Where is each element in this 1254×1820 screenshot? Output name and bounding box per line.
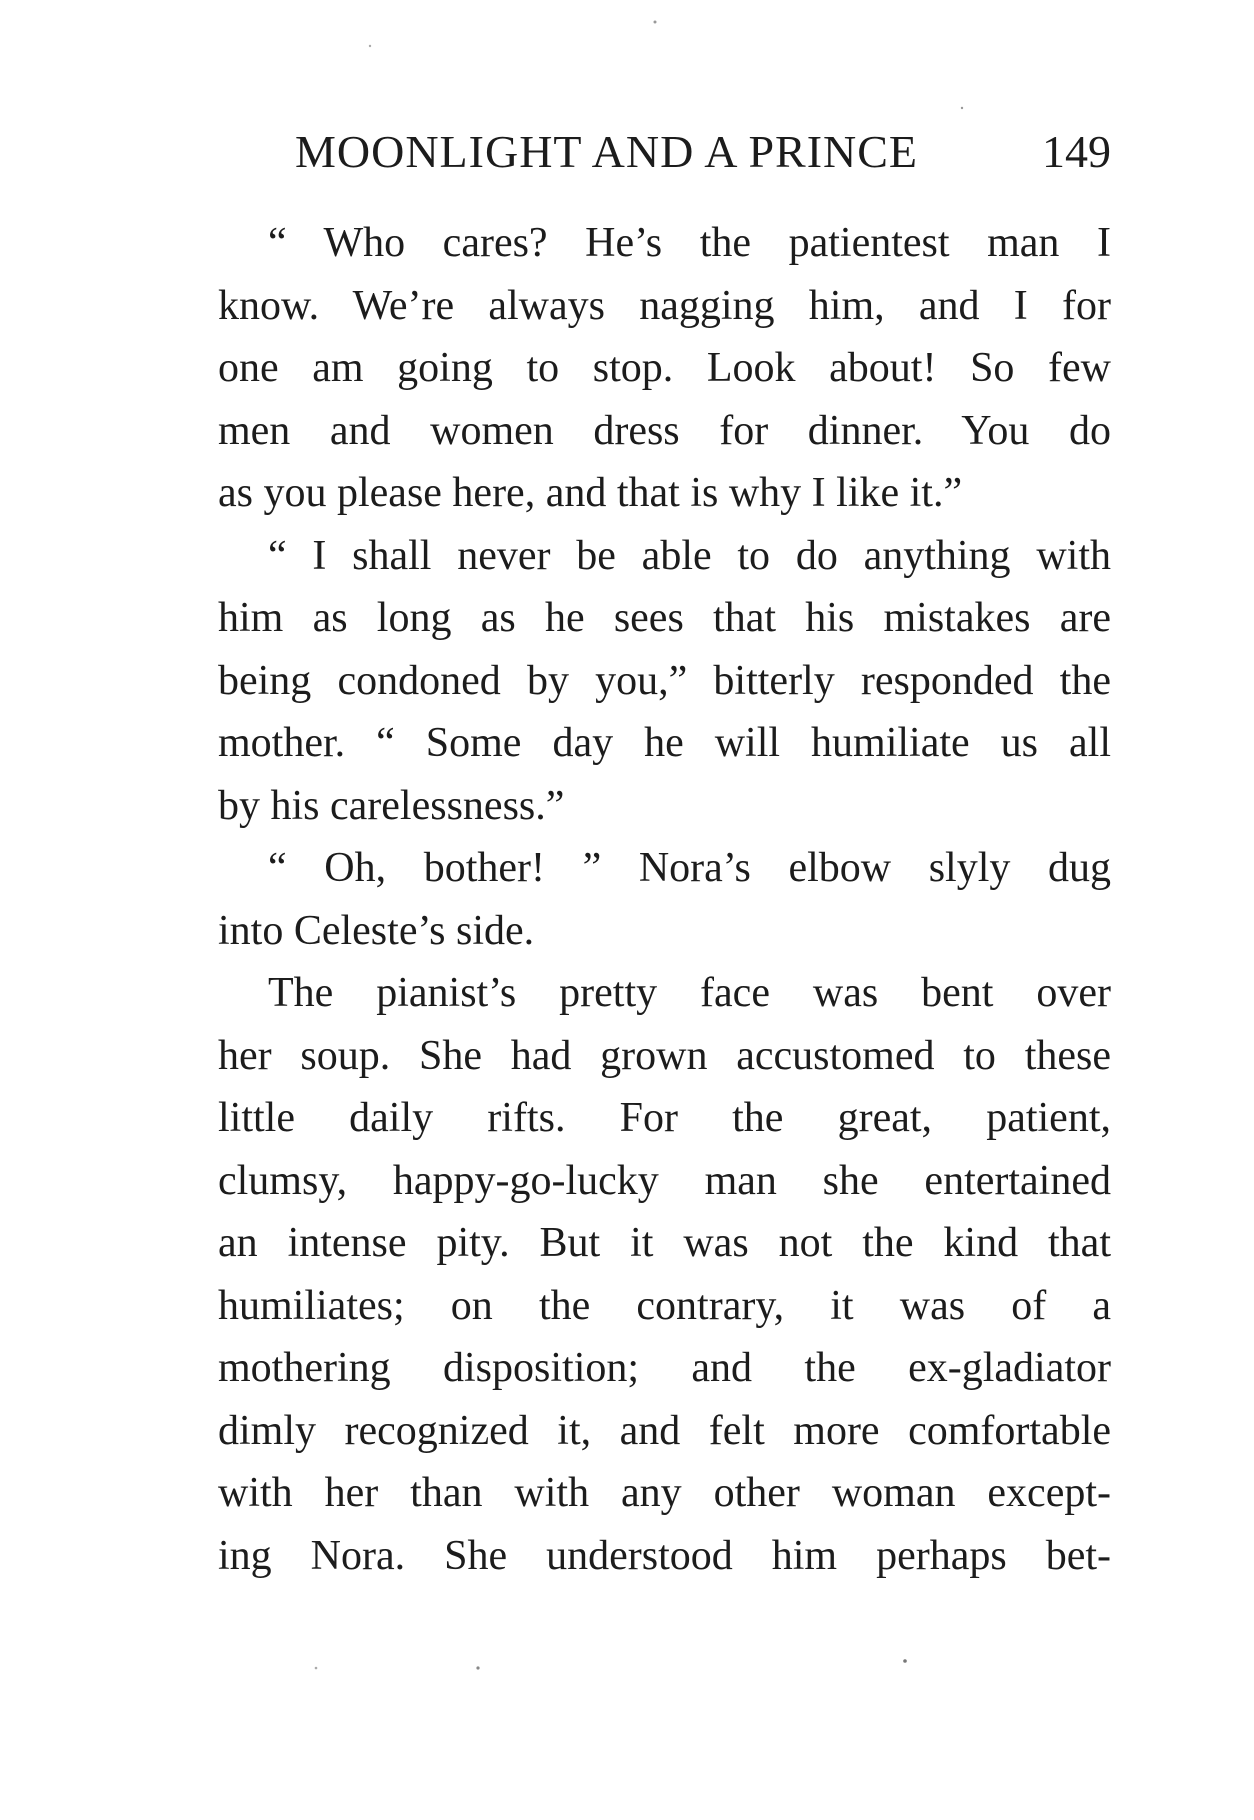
text-line: into Celeste’s side. xyxy=(218,907,535,954)
text-line: The pianist’s pretty face was bent over xyxy=(268,970,1111,1016)
paper-speck xyxy=(903,1659,907,1663)
text-line: “ Oh, bother! ” Nora’s elbow slyly dug xyxy=(268,845,1111,891)
running-head-title: MOONLIGHT AND A PRINCE xyxy=(295,126,919,177)
text-line: mother. “ Some day he will humiliate us all xyxy=(218,720,1111,766)
paper-speck xyxy=(961,107,963,109)
text-line: mothering disposition; and the ex-gladiator xyxy=(218,1345,1111,1391)
text-line: “ I shall never be able to do anything with xyxy=(268,532,1111,579)
text-line: with her than with any other woman except- xyxy=(218,1470,1111,1516)
paper-speck xyxy=(315,1667,318,1670)
page-number: 149 xyxy=(1042,126,1111,177)
paper-speck xyxy=(369,45,371,47)
body-text xyxy=(218,212,1111,1587)
text-line: “ Who cares? He’s the patientest man I xyxy=(268,220,1111,266)
text-line: him as long as he sees that his mistakes are xyxy=(218,595,1111,641)
text-line: men and women dress for dinner. You do xyxy=(218,407,1111,454)
text-line: her soup. She had grown accustomed to these xyxy=(218,1032,1111,1079)
text-line: know. We’re always nagging him, and I for xyxy=(218,282,1111,329)
text-line: as you please here, and that is why I like it.” xyxy=(218,470,963,516)
paper-speck xyxy=(476,1666,479,1669)
text-line: one am going to stop. Look about! So few xyxy=(218,345,1111,391)
text-line: by his carelessness.” xyxy=(218,782,565,829)
running-head xyxy=(295,122,1111,182)
text-line: humiliates; on the contrary, it was of a xyxy=(218,1282,1111,1329)
text-line: ing Nora. She understood him perhaps bet- xyxy=(218,1532,1111,1579)
text-line: being condoned by you,” bitterly responded the xyxy=(218,657,1111,704)
text-line: an intense pity. But it was not the kind that xyxy=(218,1220,1111,1266)
paper-speck xyxy=(654,21,657,24)
text-line: clumsy, happy-go-lucky man she entertained xyxy=(218,1157,1111,1204)
text-line: little daily rifts. For the great, patient, xyxy=(218,1095,1111,1141)
text-line: dimly recognized it, and felt more comfortable xyxy=(218,1407,1111,1454)
